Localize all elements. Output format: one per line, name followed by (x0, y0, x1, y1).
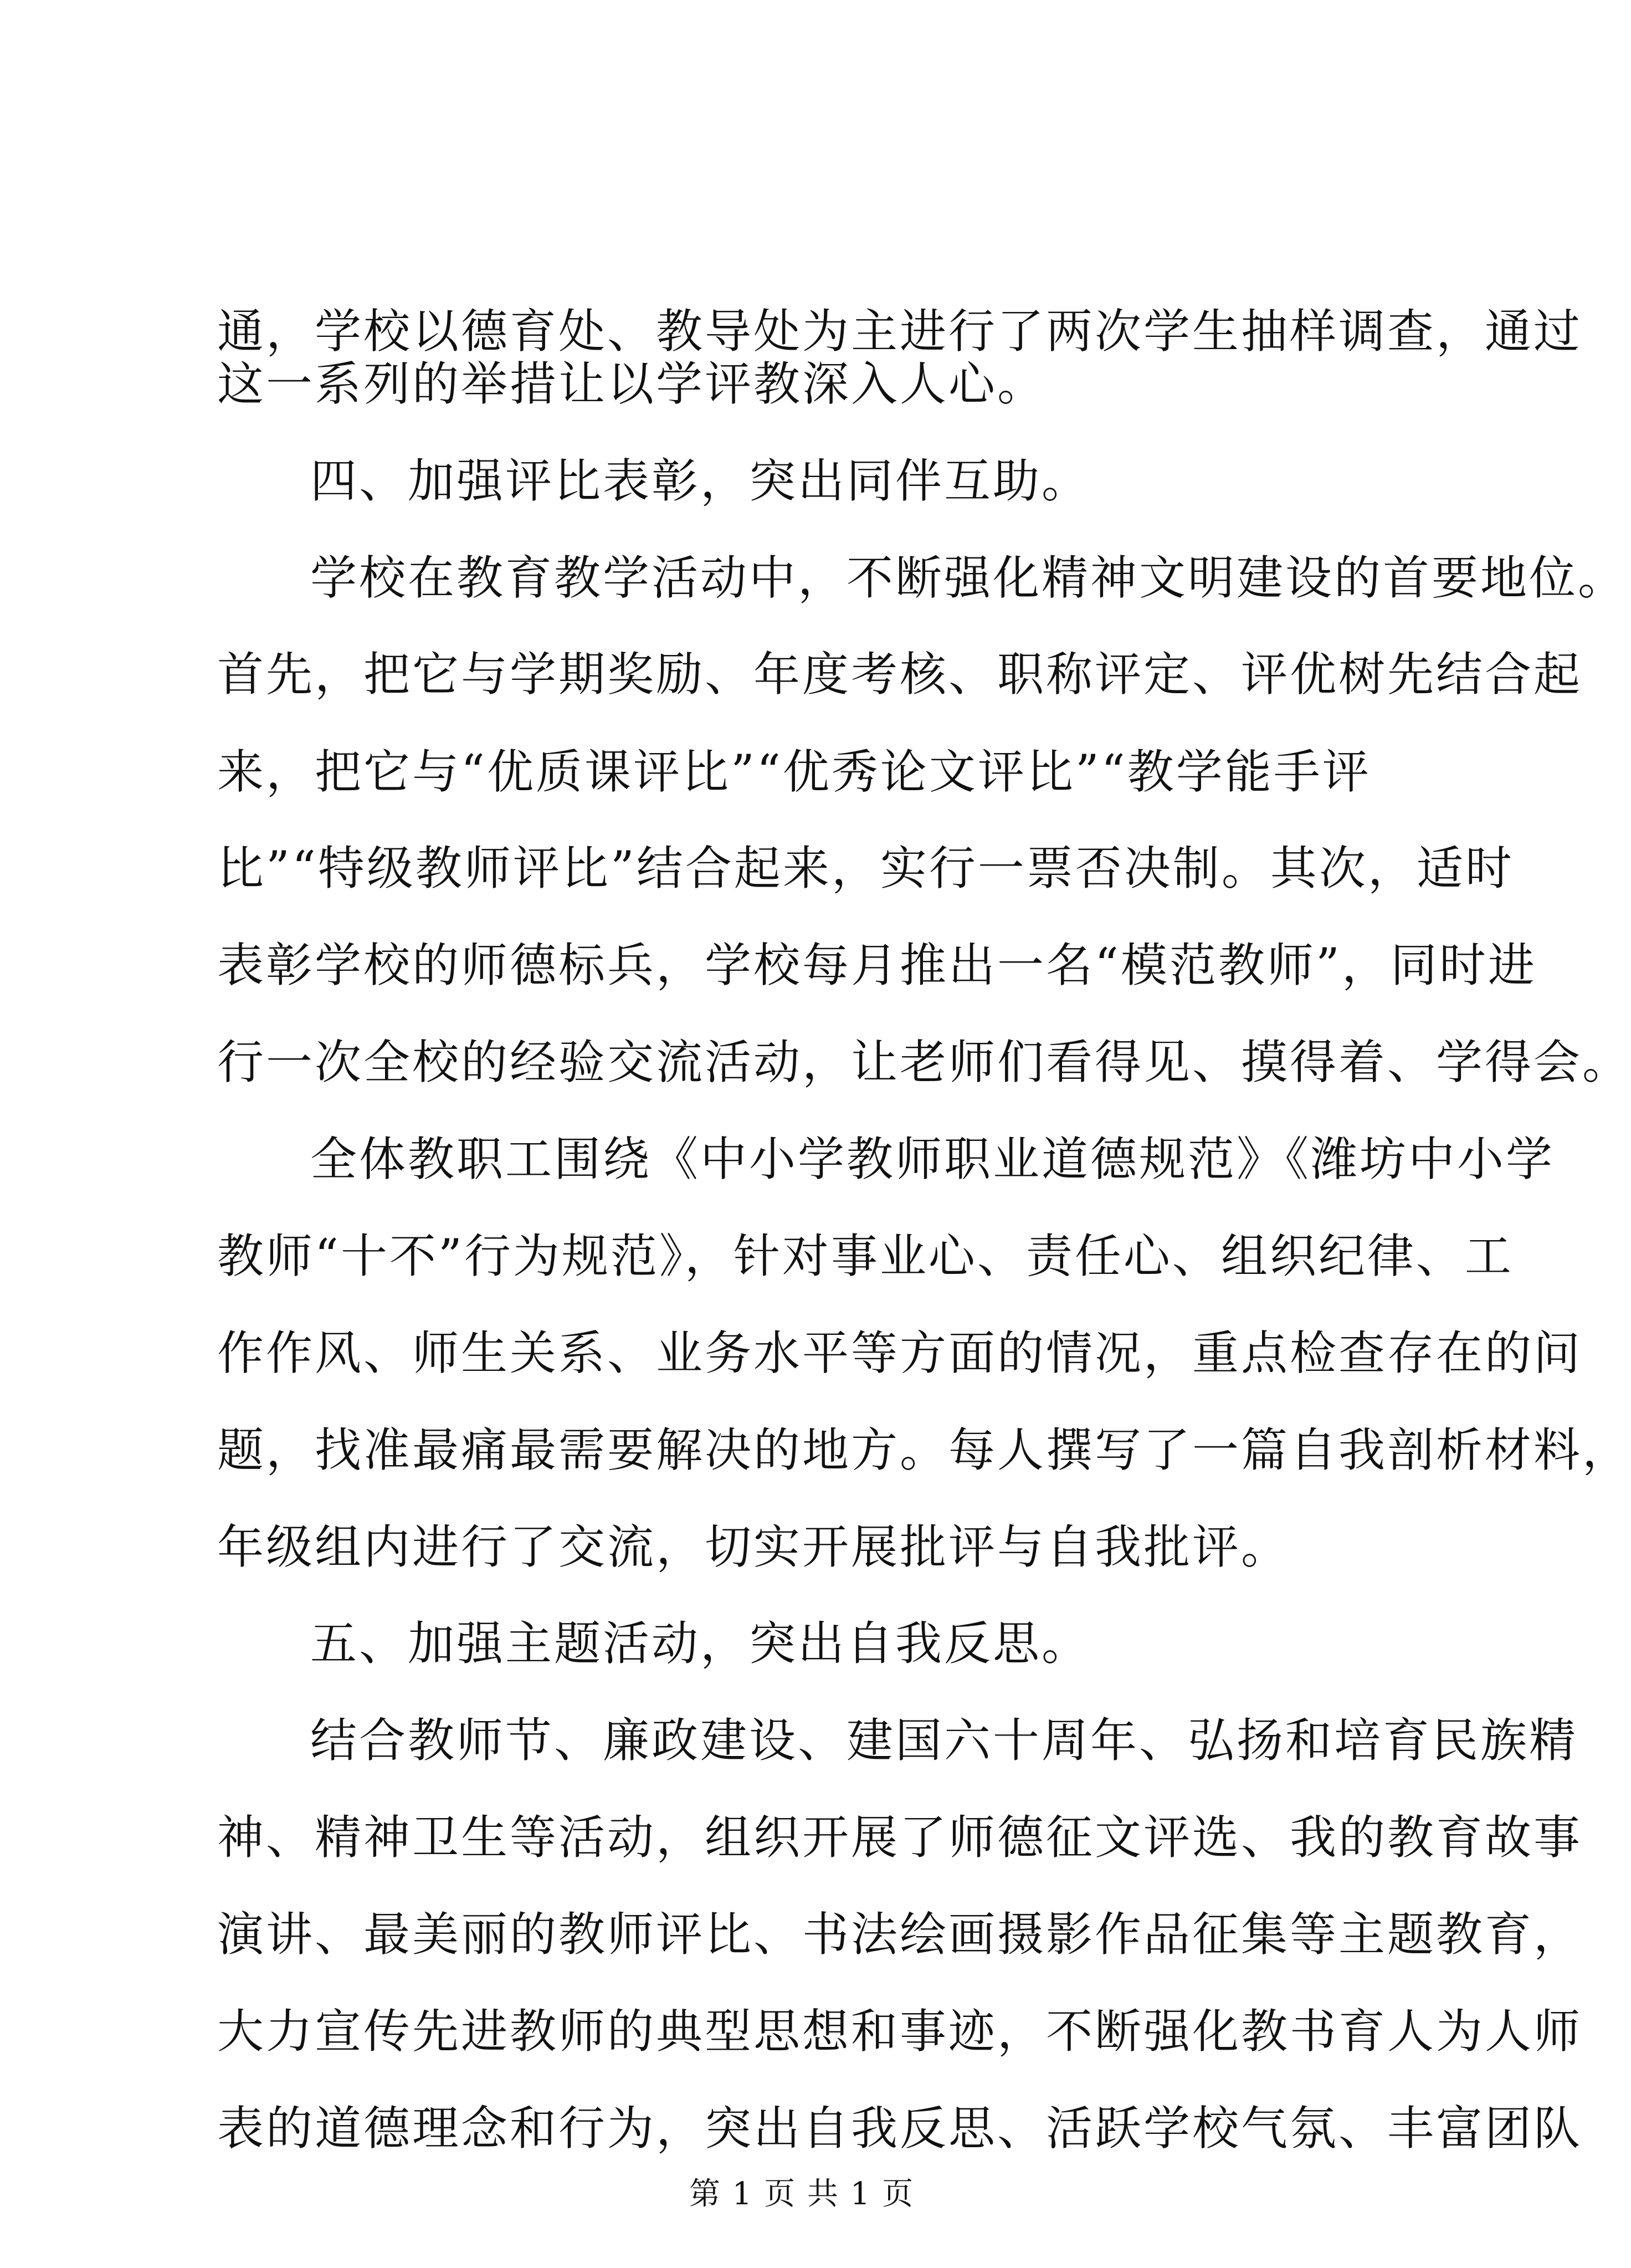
text-line: 比”“特级教师评比”结合起来，实行一票否决制。其次，适时 (217, 841, 1514, 895)
section-heading: 四、加强评比表彰，突出同伴互助。 (310, 454, 1091, 508)
section-heading: 五、加强主题活动，突出自我反思。 (310, 1616, 1091, 1671)
text-line: 神、精神卫生等活动，组织开展了师德征文评选、我的教育故事 (217, 1810, 1583, 1865)
text-line: 行一次全校的经验交流活动，让老师们看得见、摸得着、学得会。 (217, 1035, 1631, 1089)
text-line: 作作风、师生关系、业务水平等方面的情况，重点检查存在的问 (217, 1326, 1583, 1380)
text-line: 表的道德理念和行为，突出自我反思、活跃学校气氛、丰富团队 (217, 2101, 1583, 2156)
text-line: 通，学校以德育处、教导处为主进行了两次学生抽样调查，通过 (217, 304, 1583, 359)
text-line: 全体教职工围绕《中小学教师职业道德规范》《潍坊中小学 (310, 1132, 1555, 1186)
text-line: 结合教师节、廉政建设、建国六十周年、弘扬和培育民族精 (310, 1713, 1578, 1768)
text-line: 年级组内进行了交流，切实开展批评与自我批评。 (217, 1520, 1290, 1574)
text-line: 学校在教育教学活动中，不断强化精神文明建设的首要地位。 (310, 551, 1627, 605)
text-line: 大力宣传先进教师的典型思想和事迹，不断强化教书育人为人师 (217, 2004, 1583, 2059)
text-line: 表彰学校的师德标兵，学校每月推出一名“模范教师”，同时进 (217, 938, 1537, 992)
text-line: 这一系列的举措让以学评教深入人心。 (217, 357, 1047, 411)
text-line: 演讲、最美丽的教师评比、书法绘画摄影作品征集等主题教育， (217, 1907, 1583, 1962)
text-line: 首先，把它与学期奖励、年度考核、职称评定、评优树先结合起 (217, 647, 1583, 702)
page-number-footer: 第 1 页 共 1 页 (689, 2176, 915, 2212)
text-line: 教师“十不”行为规范》，针对事业心、责任心、组织纪律、工 (217, 1229, 1514, 1283)
text-line: 题，找准最痛最需要解决的地方。每人撰写了一篇自我剖析材料， (217, 1423, 1631, 1477)
text-line: 来，把它与“优质课评比”“优秀论文评比”“教学能手评 (217, 745, 1371, 799)
